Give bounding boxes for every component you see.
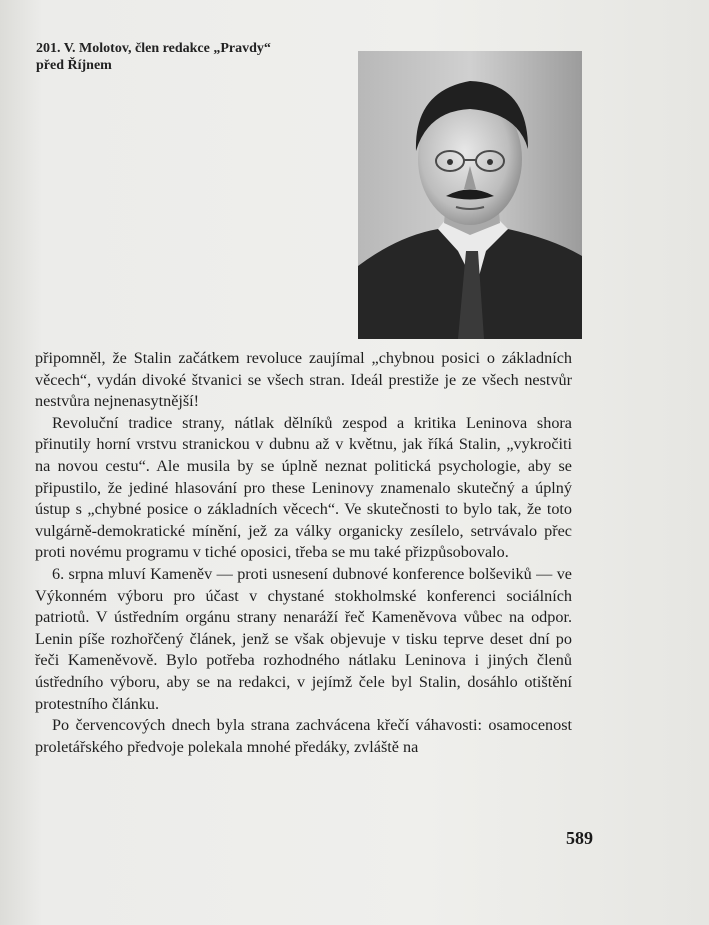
portrait-photo xyxy=(358,51,582,339)
page-number: 589 xyxy=(566,828,593,848)
paragraph-1: připomněl, že Stalin začátkem revoluce zaujímal „chybnou posici o základních věcech“, vydán divoké štvanici se všech stran. Ideál prestiže je ze všech nestvůr nestvůra nejnenasytnější! xyxy=(35,349,572,411)
body-text xyxy=(35,348,572,758)
photo-caption xyxy=(36,40,336,74)
caption-line-1: 201. V. Molotov, člen redakce „Pravdy“ xyxy=(36,41,271,56)
paragraph-2: Revoluční tradice strany, nátlak dělníků zespod a kritika Leninova shora přinutily horní vrstvu stranickou v dubnu až v květnu, jak říká Stalin, „vykročiti na novou cestu“. Ale musila by se úplně neznat politická psychologie, aby se připustilo, že jediné hlasování pro these Leninovy znamenalo skutečný a úplný ústup s „chybné posice o základních věcech“. Ve skutečnosti to bylo tak, že toto vulgárně-demokratické mínění, jež za války organicky zesílelo, setrvávalo přec proti novému programu v tiché oposici, třeba se mu také přizpůsobovalo. xyxy=(35,413,572,562)
caption-line-2: před Říjnem xyxy=(36,58,112,73)
portrait-image xyxy=(358,51,582,339)
paragraph-4: Po červencových dnech byla strana zachvácena křečí váhavosti: osamocenost proletářského předvoje polekala mnohé předáky, zvláště na xyxy=(35,716,572,756)
paragraph-3: 6. srpna mluví Kameněv — proti usnesení dubnové konference bolševiků — ve Výkonném výboru pro účast v chystané stokholmské konferenci sociálních patriotů. V ústředním orgánu strany nenaráží řeč Kameněvova vůbec na odpor. Lenin píše rozhořčený článek, jenž se však objevuje v tisku teprve deset dní po řeči Kameněvově. Bylo potřeba rozhodného nátlaku Leninova i jiných členů ústředního výboru, aby se na redakci, v jejímž čele byl Stalin, dosáhlo otištění protestního článku. xyxy=(35,564,572,713)
